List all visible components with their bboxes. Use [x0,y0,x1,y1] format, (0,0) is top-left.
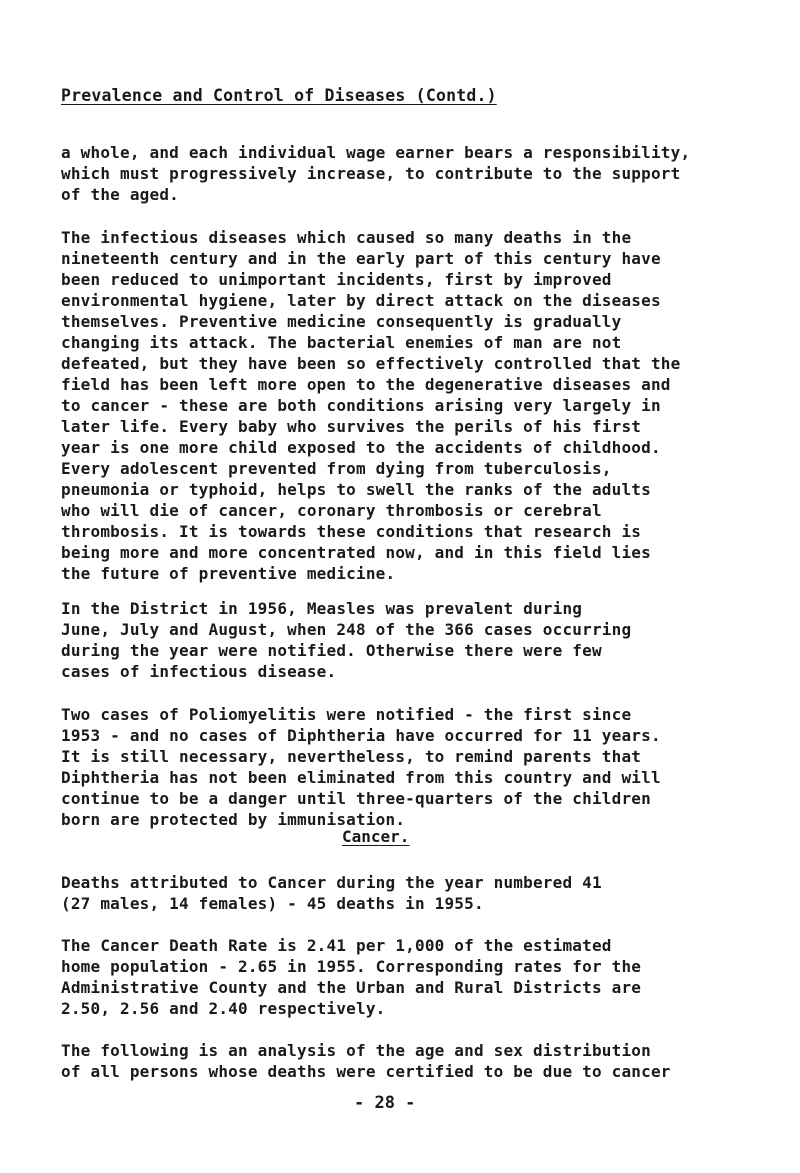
text-line: of the aged. [61,185,179,204]
paragraph-measles [61,598,786,682]
paragraph-cancer-deaths [61,872,786,914]
text-line: The following is an analysis of the age and sex distribution [61,1041,651,1060]
text-line: which must progressively increase, to contribute to the support [61,164,681,183]
text-line: The Cancer Death Rate is 2.41 per 1,000 of the estimated [61,936,612,955]
text-line: nineteenth century and in the early part of this century have [61,249,661,268]
text-line: It is still necessary, nevertheless, to remind parents that [61,747,642,766]
paragraph-infectious-diseases [61,227,786,584]
text-line: to cancer - these are both conditions arising very largely in [61,396,661,415]
text-line: June, July and August, when 248 of the 366 cases occurring [61,620,632,639]
text-line: home population - 2.65 in 1955. Corresponding rates for the [61,957,642,976]
text-line: the future of preventive medicine. [61,564,396,583]
text-line: Diphtheria has not been eliminated from this country and will [61,768,661,787]
text-line: (27 males, 14 females) - 45 deaths in 1955. [61,894,484,913]
text-line: changing its attack. The bacterial enemies of man are not [61,333,622,352]
text-line: thrombosis. It is towards these conditions that research is [61,522,642,541]
text-line: later life. Every baby who survives the perils of his first [61,417,642,436]
text-line: being more and more concentrated now, and in this field lies [61,543,651,562]
text-line: Every adolescent prevented from dying from tuberculosis, [61,459,612,478]
text-line: defeated, but they have been so effectively controlled that the [61,354,681,373]
text-line: Deaths attributed to Cancer during the year numbered 41 [61,873,602,892]
text-line: environmental hygiene, later by direct attack on the diseases [61,291,661,310]
text-line: themselves. Preventive medicine consequently is gradually [61,312,622,331]
text-line: continue to be a danger until three-quarters of the children [61,789,651,808]
paragraph-poliomyelitis [61,704,786,830]
paragraph-aged [61,142,786,205]
text-line: of all persons whose deaths were certified to be due to cancer [61,1062,671,1081]
text-line: born are protected by immunisation. [61,810,406,829]
text-line: Administrative County and the Urban and Rural Districts are [61,978,642,997]
text-line: The infectious diseases which caused so many deaths in the [61,228,632,247]
text-line: pneumonia or typhoid, helps to swell the ranks of the adults [61,480,651,499]
text-line: who will die of cancer, coronary thrombosis or cerebral [61,501,602,520]
text-line: In the District in 1956, Measles was prevalent during [61,599,583,618]
text-line: year is one more child exposed to the accidents of childhood. [61,438,661,457]
paragraph-cancer-death-rate [61,935,786,1019]
text-line: a whole, and each individual wage earner bears a responsibility, [61,143,691,162]
text-line: cases of infectious disease. [61,662,337,681]
text-line: been reduced to unimportant incidents, first by improved [61,270,612,289]
text-line: field has been left more open to the degenerative diseases and [61,375,671,394]
section-heading-cancer: Cancer. [342,827,410,846]
text-line: during the year were notified. Otherwise there were few [61,641,602,660]
paragraph-analysis-intro [61,1040,786,1082]
page-header: Prevalence and Control of Diseases (Contd.) [61,86,497,105]
text-line: 2.50, 2.56 and 2.40 respectively. [61,999,386,1018]
text-line: Two cases of Poliomyelitis were notified - the first since [61,705,632,724]
page-number: - 28 - [354,1093,416,1113]
text-line: 1953 - and no cases of Diphtheria have occurred for 11 years. [61,726,661,745]
